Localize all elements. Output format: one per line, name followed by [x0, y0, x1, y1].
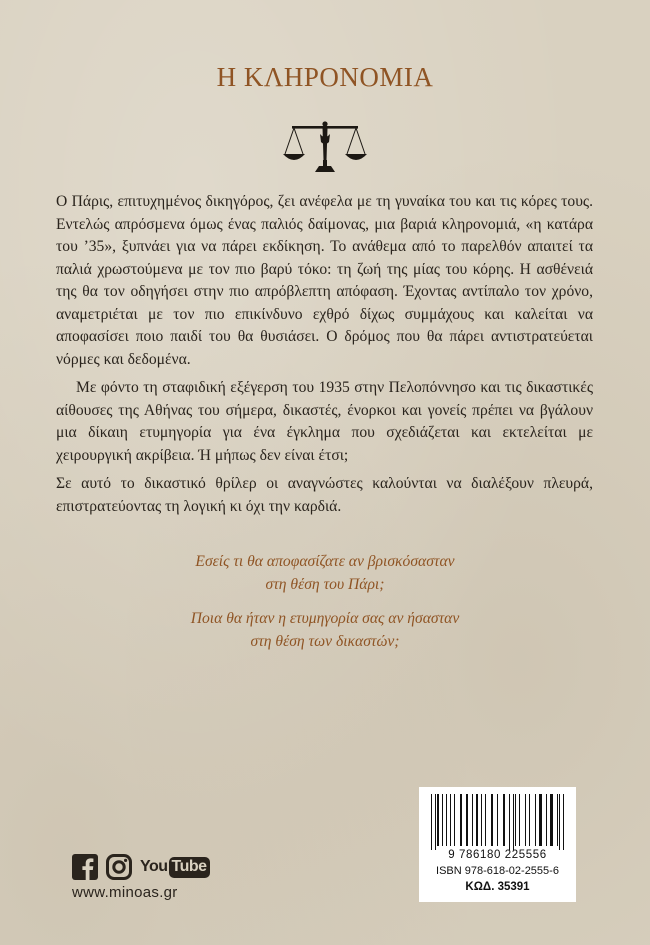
isbn-number: ISBN 978-618-02-2555-6: [436, 865, 559, 877]
barcode-panel: [419, 787, 576, 902]
question-line: Ποια θα ήταν η ετυμηγορία σας αν ήσασταν: [190, 610, 460, 627]
synopsis-paragraph: Με φόντο τη σταφιδική εξέγερση του 1935 στην Πελοπόννησο και τις δικαστικές αίθουσες της Αθήνας του σήμερα, δικαστές, ένορκοι και γονείς πρέπει να βγάλουν μια δίκαιη ετυμηγορία για ένα έγκλημα που σχεδιάζεται και εκτελείται με χειρουργική ακρίβεια. Ή μήπως δεν είναι έτσι;: [56, 379, 593, 464]
question: [0, 608, 650, 653]
facebook-icon[interactable]: [72, 854, 98, 880]
scales-of-justice-icon: [282, 120, 368, 180]
synopsis-paragraph: Ο Πάρις, επιτυχημένος δικηγόρος, ζει ανέφελα με τη γυναίκα του και τις κόρες τους. Εντελώς απρόσμενα όμως ένας παλιός δαίμονας, μια βαριά κληρονομιά, «η κατάρα του ’35», ξυπνάει για να πάρει εκδίκηση. Το ανάθεμα από το παρελθόν απαιτεί τα παλιά χρωστούμενα με τον πιο βαρύ τόκο: τη ζωή της μίας του κόρης. Η ασθένειά της θα τον οδηγήσει στην πιο απρόβλεπτη απόφαση. Έχοντας αντίπαλο τον χρόνο, αναμετριέται με τον πιο επικίνδυνο εχθρό δίχως συμμάχους και καλείται να αποφασίσει ποιο παιδί του θα θυσιάσει. Ο δρόμος που θα πάρει αντιστρατεύεται νόρμες και δεδομένα.: [56, 193, 593, 368]
youtube-icon[interactable]: [140, 857, 210, 878]
publisher-website[interactable]: www.minoas.gr: [72, 884, 178, 901]
question: [0, 551, 650, 596]
book-title: Η ΚΛΗΡΟΝΟΜΙΑ: [216, 62, 434, 92]
synopsis-paragraph: Σε αυτό το δικαστικό θρίλερ οι αναγνώστες καλούνται να διαλέξουν πλευρά, επιστρατεύοντας τη λογική κι όχι την καρδιά.: [56, 475, 593, 515]
social-links: [72, 852, 210, 882]
barcode-digits: 9 786180 225556: [448, 849, 547, 861]
youtube-tube: Tube: [169, 857, 210, 878]
instagram-icon[interactable]: [106, 854, 132, 880]
youtube-you: You: [140, 858, 168, 875]
question-line: στη θέση του Πάρι;: [265, 575, 385, 593]
product-code: ΚΩΔ. 35391: [465, 881, 530, 893]
synopsis: [56, 191, 593, 524]
question-line: Εσείς τι θα αποφασίζατε αν βρισκόσασταν: [195, 553, 455, 570]
barcode-icon: [429, 794, 566, 850]
question-line: στη θέση των δικαστών;: [250, 632, 400, 650]
reader-questions: [0, 551, 650, 665]
